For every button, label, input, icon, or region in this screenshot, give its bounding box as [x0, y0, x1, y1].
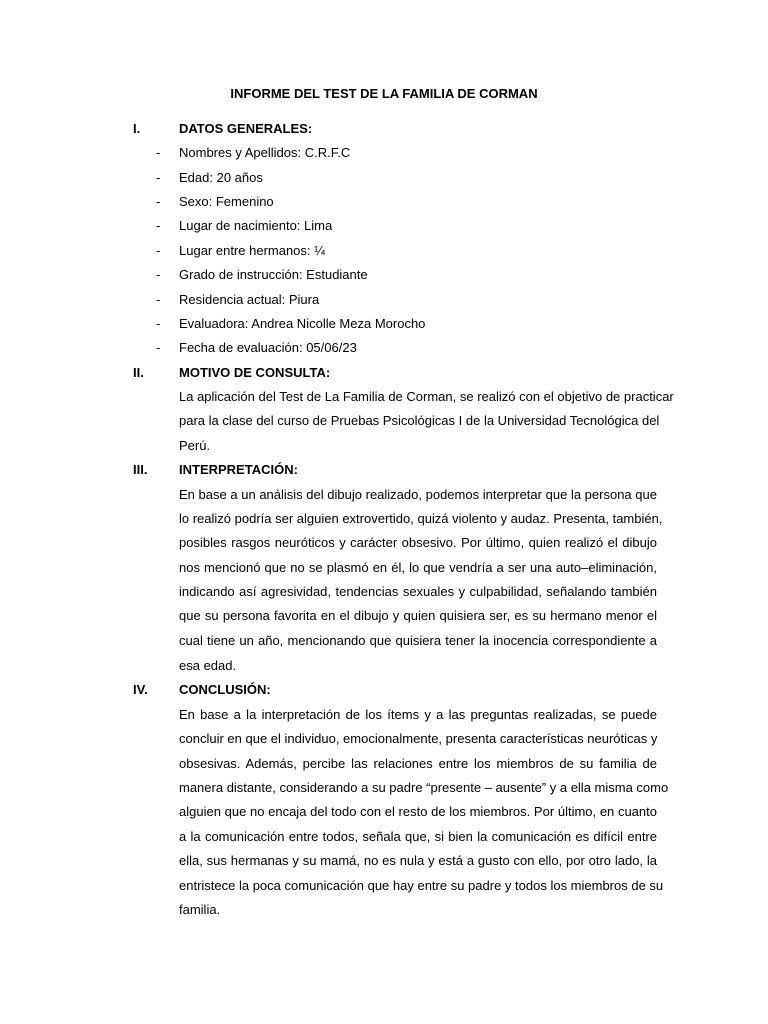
motivo-line: para la clase del curso de Pruebas Psicológicas I de la Universidad Tecnológica del	[179, 413, 660, 428]
section-4-numeral: IV.	[133, 682, 148, 697]
section-2-heading: MOTIVO DE CONSULTA:	[179, 365, 331, 380]
datos-evaluadora: Evaluadora: Andrea Nicolle Meza Morocho	[179, 316, 426, 331]
interpretacion-line: indicando así agresividad, tendencias sexuales y culpabilidad, señalando también	[179, 584, 657, 599]
datos-residencia: Residencia actual: Piura	[179, 292, 320, 307]
datos-lugar-hermanos: Lugar entre hermanos: ¼	[179, 243, 325, 258]
datos-nombres: Nombres y Apellidos: C.R.F.C	[179, 145, 351, 160]
interpretacion-line: En base a un análisis del dibujo realizado, podemos interpretar que la persona que	[179, 487, 657, 502]
interpretacion-line: que su persona favorita en el dibujo y quien quisiera ser, es su hermano menor el	[179, 608, 657, 623]
interpretacion-line: lo realizó podría ser alguien extrovertido, quizá violento y audaz. Presenta, también,	[179, 511, 663, 526]
bullet-dash: -	[156, 243, 161, 258]
conclusion-line: familia.	[179, 902, 221, 917]
bullet-dash: -	[156, 267, 161, 282]
bullet-dash: -	[156, 145, 161, 160]
section-3-heading: INTERPRETACIÓN:	[179, 462, 298, 477]
conclusion-line: En base a la interpretación de los ítems y a las preguntas realizadas, se puede	[179, 707, 657, 722]
section-2-numeral: II.	[133, 365, 144, 380]
conclusion-line: alguien que no encaja del todo con el resto de los miembros. Por último, en cuanto	[179, 804, 657, 819]
bullet-dash: -	[156, 194, 161, 209]
conclusion-line: ella, sus hermanas y su mamá, no es nula y está a gusto con ello, por otro lado, la	[179, 853, 657, 868]
interpretacion-line: nos mencionó que no se plasmó en él, lo que vendría a ser una auto–eliminación,	[179, 560, 657, 575]
bullet-dash: -	[156, 170, 161, 185]
datos-lugar-nacimiento: Lugar de nacimiento: Lima	[179, 218, 333, 233]
conclusion-line: obsesivas. Además, percibe las relaciones entre los miembros de su familia de	[179, 756, 657, 771]
interpretacion-line: posibles rasgos neuróticos y carácter obsesivo. Por último, quien realizó el dibujo	[179, 535, 657, 550]
interpretacion-line: esa edad.	[179, 658, 237, 673]
section-3-numeral: III.	[133, 462, 148, 477]
conclusion-line: entristece la poca comunicación que hay entre su padre y todos los miembros de su	[179, 878, 664, 893]
bullet-dash: -	[156, 292, 161, 307]
motivo-line: Perú.	[179, 438, 211, 453]
conclusion-line: a la comunicación entre todos, señala que, si bien la comunicación es difícil entre	[179, 829, 657, 844]
datos-sexo: Sexo: Femenino	[179, 194, 274, 209]
section-1-numeral: I.	[133, 121, 141, 136]
section-4-heading: CONCLUSIÓN:	[179, 682, 271, 697]
bullet-dash: -	[156, 316, 161, 331]
bullet-dash: -	[156, 218, 161, 233]
bullet-dash: -	[156, 340, 161, 355]
datos-fecha-evaluacion: Fecha de evaluación: 05/06/23	[179, 340, 357, 355]
interpretacion-line: cual tiene un año, mencionando que quisiera tener la inocencia correspondiente a	[179, 633, 657, 648]
conclusion-line: concluir en que el individuo, emocionalmente, presenta características neuróticas y	[179, 731, 658, 746]
conclusion-line: manera distante, considerando a su padre “presente – ausente” y a ella misma como	[179, 780, 669, 795]
datos-edad: Edad: 20 años	[179, 170, 263, 185]
document-title: INFORME DEL TEST DE LA FAMILIA DE CORMAN	[230, 86, 538, 101]
datos-grado-instruccion: Grado de instrucción: Estudiante	[179, 267, 368, 282]
section-1-heading: DATOS GENERALES:	[179, 121, 313, 136]
motivo-line: La aplicación del Test de La Familia de Corman, se realizó con el objetivo de practicar	[179, 389, 674, 404]
